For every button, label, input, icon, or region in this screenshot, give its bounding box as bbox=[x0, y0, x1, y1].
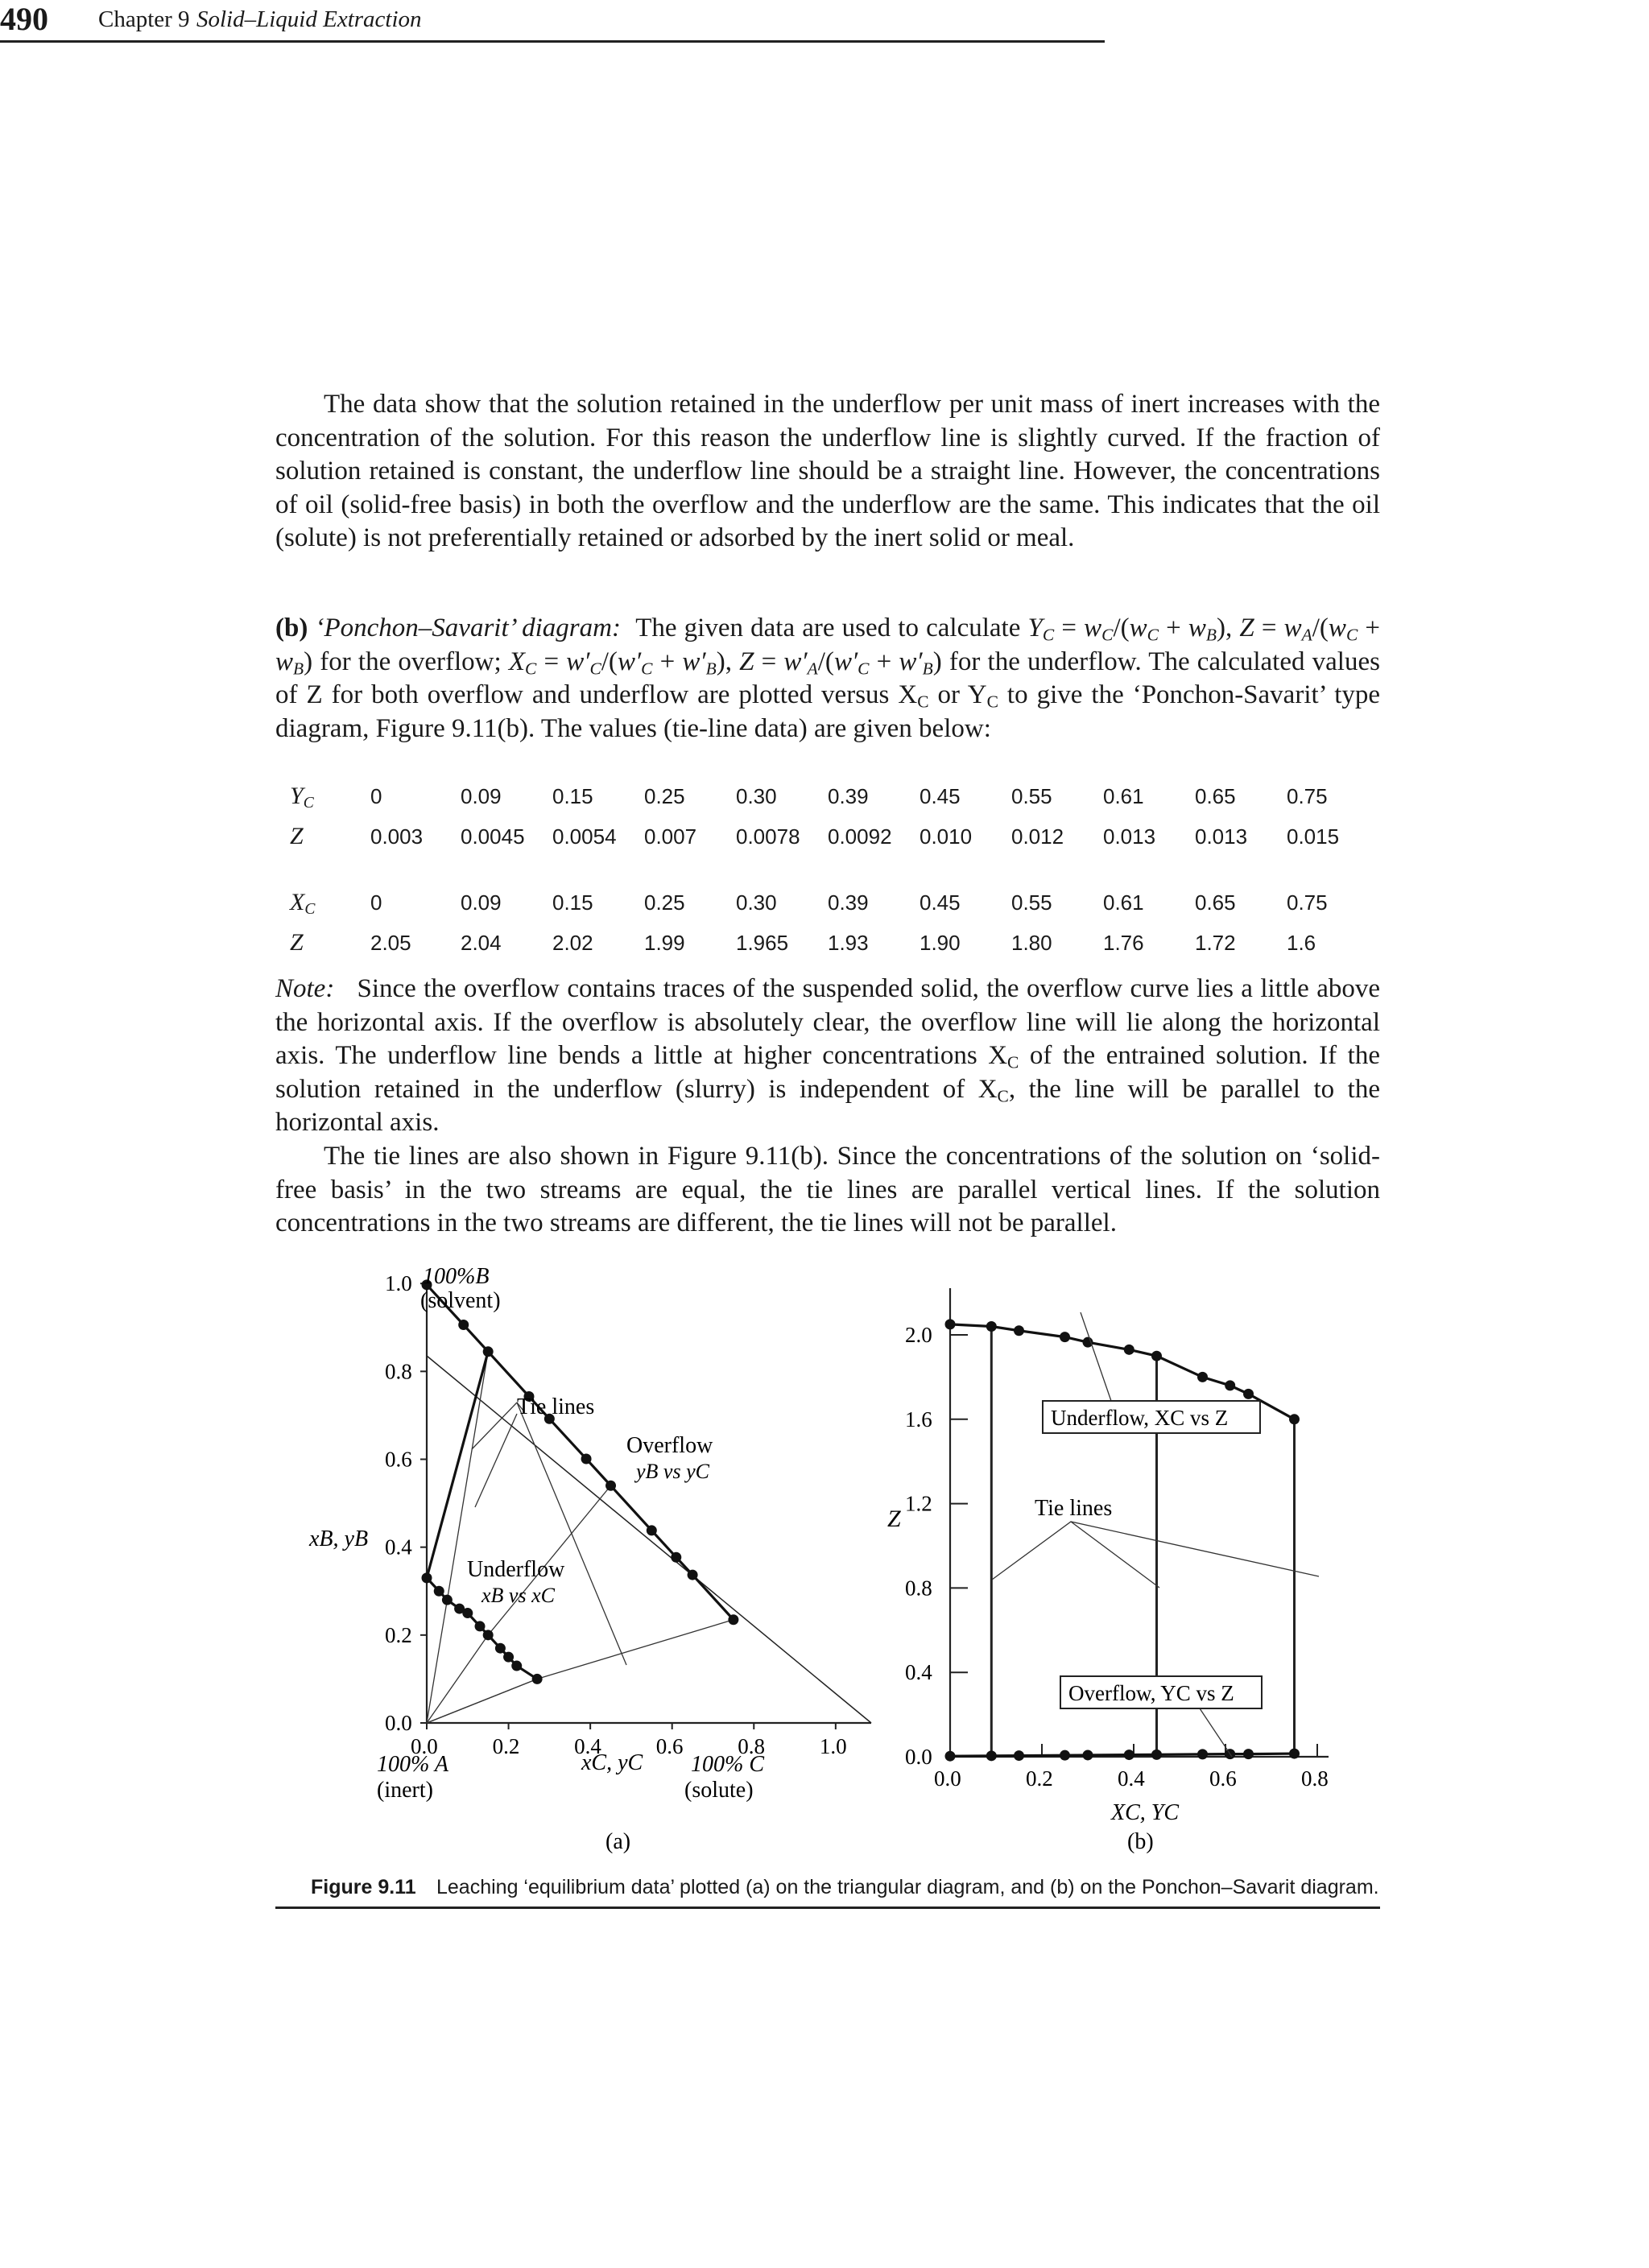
a-overflow-point bbox=[605, 1481, 616, 1491]
tbl-underflow-x-cell: 0.25 bbox=[644, 890, 685, 915]
a-underflow-point bbox=[475, 1621, 486, 1631]
b-ytick-label: 1.6 bbox=[905, 1407, 932, 1431]
a-underflow-point bbox=[532, 1674, 543, 1684]
b-underflow-box-text: Underflow, XC vs Z bbox=[1051, 1406, 1229, 1430]
tbl-overflow-y-label: $Y_C$ bbox=[290, 783, 314, 812]
paragraph-1 bbox=[275, 388, 1380, 556]
tbl-underflow-z-cell: 2.02 bbox=[552, 930, 593, 955]
b-xtick-label: 0.6 bbox=[1209, 1766, 1237, 1791]
b-xtick-label: 0.8 bbox=[1301, 1766, 1329, 1791]
tbl-overflow-z-cell: 0.003 bbox=[370, 824, 424, 849]
tbl-underflow-x-cell: 0.61 bbox=[1103, 890, 1144, 915]
a-xtick-label: 0.6 bbox=[655, 1734, 684, 1758]
a-ytick-label: 0.0 bbox=[385, 1711, 412, 1735]
a-overflow-label-1: Overflow bbox=[626, 1433, 713, 1458]
a-underflow-point bbox=[462, 1608, 473, 1618]
b-underflow-point bbox=[1014, 1325, 1024, 1336]
b-overflow-point bbox=[945, 1751, 956, 1762]
tie-line-table bbox=[275, 776, 1380, 963]
tbl-underflow-z-cell: 1.965 bbox=[736, 930, 789, 955]
a-xlabel: xC, yC bbox=[581, 1750, 643, 1775]
tbl-overflow-y-cell: 0.61 bbox=[1103, 783, 1144, 808]
a-ylabel: xB, yB bbox=[309, 1526, 369, 1551]
b-overflow-point bbox=[1243, 1749, 1254, 1759]
tbl-overflow-y-cell: 0.39 bbox=[828, 783, 869, 808]
b-ylabel: Z bbox=[887, 1506, 901, 1532]
tbl-overflow-z-label: Z bbox=[290, 823, 304, 849]
tbl-underflow-z-cell: 1.72 bbox=[1195, 930, 1236, 955]
note-text-3: , the line will be parallel to the horizontal axis. bbox=[275, 1074, 1380, 1137]
a-underflow-point bbox=[483, 1630, 494, 1640]
tbl-underflow-z-cell: 1.99 bbox=[644, 930, 685, 955]
a-tie-line bbox=[537, 1620, 734, 1679]
paragraph-1-text: The data show that the solution retained in the underflow per unit mass of inert increases with the concentration of the solution. For this reason the underflow line is slightly curved. If the fraction of solution retained is constant, the underflow line should be a straight line. However, the concentrations of oil (solid-free basis) in both the overflow and the underflow are the same. This indicates that the oil (solute) is not preferentially retained or adsorbed by the inert solid or meal. bbox=[275, 390, 1380, 552]
b-overflow-point bbox=[1151, 1750, 1162, 1760]
b-ytick-label: 0.4 bbox=[905, 1660, 932, 1685]
tbl-overflow-y-cell: 0.65 bbox=[1195, 783, 1236, 808]
tbl-underflow-z-cell: 1.6 bbox=[1287, 930, 1316, 955]
b-panel-label: (b) bbox=[1127, 1829, 1154, 1854]
part-b-label: (b) bbox=[275, 613, 308, 642]
a-panel-label: (a) bbox=[605, 1829, 631, 1854]
a-xtick-label: 1.0 bbox=[819, 1734, 847, 1758]
a-overflow-point bbox=[458, 1320, 469, 1330]
tbl-overflow-y-cell: 0.25 bbox=[644, 783, 685, 808]
tbl-overflow-z-cell: 0.013 bbox=[1195, 824, 1248, 849]
caption-label: Figure 9.11 bbox=[311, 1876, 416, 1898]
a-top-label-2: (solvent) bbox=[420, 1288, 501, 1313]
a-ray-line bbox=[427, 1600, 447, 1723]
tbl-overflow-z-cell: 0.0045 bbox=[461, 824, 525, 849]
tbl-overflow-y-cell: 0.45 bbox=[920, 783, 961, 808]
a-tie-label: Tie lines bbox=[517, 1394, 595, 1419]
tbl-underflow-z-cell: 2.04 bbox=[461, 930, 502, 955]
tbl-overflow-y-cell: 0.15 bbox=[552, 783, 593, 808]
a-xtick-label: 0.8 bbox=[738, 1734, 766, 1758]
figure-b-ponchon-savarit bbox=[837, 1256, 1385, 1876]
para2-sub1: C bbox=[917, 692, 929, 712]
tbl-overflow-z-cell: 0.0054 bbox=[552, 824, 617, 849]
a-xtick-label: 0.0 bbox=[411, 1734, 438, 1758]
para2-s2: for the overflow; bbox=[320, 647, 502, 676]
a-bottom-right-2: (solute) bbox=[684, 1778, 754, 1803]
page-number: 490 bbox=[0, 1, 48, 37]
a-ray-line bbox=[427, 1635, 488, 1723]
b-overflow-box-text: Overflow, YC vs Z bbox=[1068, 1681, 1234, 1705]
b-overflow-point bbox=[1289, 1749, 1300, 1759]
b-ytick-label: 0.0 bbox=[905, 1745, 932, 1769]
b-overflow-point bbox=[986, 1750, 997, 1761]
para2-s4c: or Y bbox=[928, 680, 987, 709]
tbl-underflow-x-cell: 0.15 bbox=[552, 890, 593, 915]
paragraph-2-text: (b) ‘Ponchon–Savarit’ diagram: The given data are used to calculate $Y_C = w_C/(w_C + w_B)$, $Z = w_A/(w_C + w_B)$ for the overflow; $X_C = w'_C/(w'_C + w'_B)$, $Z = w'_A/(w'_C + w'_B)$ for the underflow. The calculated values of Z for both overflow and underflow are plotted versus $X_C$ or $Y_C$ to give the ‘Ponchon-Savarit’ type diagram, Figure 9.11(b). The values (tie-line data) are given below: bbox=[275, 613, 1381, 743]
note-paragraph: Note: Since the overflow contains traces of the suspended solid, the overflow curve lies a little above the horizontal axis. If the overflow is absolutely clear, the overflow line will lie along the horizontal axis. The underflow line bends a little at higher concentrations $X_C$ of the entrained solution. If the solution retained in the underflow (slurry) is independent of $X_C$, the line will be parallel to the horizontal axis. bbox=[275, 974, 1380, 1137]
a-underflow-label-1: Underflow bbox=[467, 1557, 565, 1582]
tbl-underflow-x-cell: 0.55 bbox=[1011, 890, 1052, 915]
a-underflow-point bbox=[503, 1652, 514, 1663]
note-text-1: Since the overflow contains traces of the suspended solid, the overflow curve lies a little above the horizontal axis. If the overflow is absolutely clear, the overflow line will lie along the horizontal axis. The underflow line bends a little at higher concentrations X bbox=[275, 974, 1380, 1070]
a-underflow-point bbox=[442, 1595, 453, 1605]
tbl-overflow-z-cell: 0.007 bbox=[644, 824, 697, 849]
b-underflow-point bbox=[1225, 1380, 1235, 1390]
table-row-overflow-z bbox=[275, 816, 1378, 857]
tbl-overflow-y-cell: 0.55 bbox=[1011, 783, 1052, 808]
note-text-2: of the entrained solution. If the solution retained in the underflow (slurry) is independent of X bbox=[275, 1041, 1380, 1104]
a-boundary-line bbox=[427, 1352, 488, 1578]
b-overflow-point bbox=[1014, 1750, 1024, 1761]
b-underflow-point bbox=[986, 1321, 997, 1332]
b-xtick-label: 0.2 bbox=[1026, 1766, 1053, 1791]
a-bottom-right-1: 100% C bbox=[691, 1752, 764, 1777]
b-overflow-line bbox=[950, 1754, 1295, 1756]
a-ytick-label: 0.4 bbox=[385, 1535, 412, 1560]
a-ytick-label: 0.8 bbox=[385, 1359, 412, 1384]
b-underflow-point bbox=[1151, 1351, 1162, 1361]
tbl-underflow-x-cell: 0.30 bbox=[736, 890, 777, 915]
b-ytick-label: 1.2 bbox=[905, 1491, 932, 1516]
table-row-overflow-y bbox=[275, 776, 1378, 816]
tbl-underflow-x-cell: 0.39 bbox=[828, 890, 869, 915]
tbl-overflow-y-cell: 0 bbox=[370, 783, 382, 808]
a-xtick-label: 0.4 bbox=[574, 1734, 601, 1758]
tbl-overflow-z-cell: 0.013 bbox=[1103, 824, 1156, 849]
note-label: Note: bbox=[275, 974, 335, 1003]
a-underflow-point bbox=[434, 1586, 444, 1597]
a-overflow-point bbox=[671, 1552, 681, 1563]
a-overflow-point bbox=[728, 1614, 738, 1625]
a-bottom-left-2: (inert) bbox=[377, 1778, 433, 1803]
a-tie-pointer bbox=[475, 1414, 517, 1507]
a-xtick-label: 0.2 bbox=[492, 1734, 520, 1758]
tbl-overflow-y-cell: 0.09 bbox=[461, 783, 502, 808]
tbl-underflow-z-label: Z bbox=[290, 929, 304, 956]
a-bottom-left-1: 100% A bbox=[377, 1752, 448, 1777]
para2-sub2: C bbox=[986, 692, 998, 712]
b-overflow-point bbox=[1197, 1749, 1208, 1759]
figure-caption bbox=[275, 1874, 1380, 1909]
tbl-underflow-x-cell: 0 bbox=[370, 890, 382, 915]
tbl-overflow-z-cell: 0.012 bbox=[1011, 824, 1064, 849]
para2-s3: for the underflow. bbox=[948, 647, 1142, 676]
b-xtick-label: 0.4 bbox=[1118, 1766, 1145, 1791]
tbl-overflow-z-cell: 0.010 bbox=[920, 824, 973, 849]
tbl-underflow-x-label: $X_C$ bbox=[290, 889, 316, 918]
ponchon-title: ‘Ponchon–Savarit’ diagram: bbox=[315, 613, 621, 642]
b-underflow-point bbox=[1060, 1332, 1070, 1342]
b-xlabel: XC, YC bbox=[1111, 1800, 1180, 1825]
tbl-overflow-z-cell: 0.0078 bbox=[736, 824, 800, 849]
b-underflow-point bbox=[1289, 1414, 1300, 1424]
tbl-overflow-y-cell: 0.30 bbox=[736, 783, 777, 808]
a-underflow-point bbox=[495, 1643, 506, 1654]
para2-s1: The given data are used to calculate bbox=[635, 613, 1021, 642]
b-underflow-point bbox=[945, 1319, 956, 1329]
a-overflow-point bbox=[688, 1570, 698, 1580]
para2-s4: The calculated values of Z for both overflow and underflow are plotted versus X bbox=[275, 647, 1380, 709]
b-overflow-point bbox=[1060, 1750, 1070, 1761]
paragraph-4 bbox=[275, 1140, 1380, 1241]
b-underflow-point bbox=[1243, 1389, 1254, 1399]
tbl-overflow-z-cell: 0.0092 bbox=[828, 824, 892, 849]
b-ytick-label: 2.0 bbox=[905, 1323, 932, 1347]
caption-text: Leaching ‘equilibrium data’ plotted (a) on the triangular diagram, and (b) on the Ponchon–Savarit diagram. bbox=[436, 1876, 1379, 1898]
tbl-underflow-z-cell: 1.80 bbox=[1011, 930, 1052, 955]
a-hypotenuse bbox=[427, 1356, 871, 1723]
b-underflow-point bbox=[1124, 1345, 1134, 1355]
a-ytick-label: 0.2 bbox=[385, 1622, 412, 1647]
para2-s4e: to give the ‘Ponchon-Savarit’ type diagram, Figure 9.11(b). The values (tie-line data) are given below: bbox=[275, 680, 1381, 743]
tbl-underflow-x-cell: 0.09 bbox=[461, 890, 502, 915]
b-underflow-point bbox=[1197, 1372, 1208, 1382]
a-overflow-point bbox=[581, 1453, 592, 1464]
a-overflow-point bbox=[647, 1525, 657, 1535]
tbl-underflow-x-cell: 0.75 bbox=[1287, 890, 1328, 915]
tbl-overflow-y-cell: 0.75 bbox=[1287, 783, 1328, 808]
chapter-label: Chapter 9 bbox=[98, 6, 190, 32]
b-overflow-point bbox=[1124, 1750, 1134, 1760]
tbl-underflow-z-cell: 1.93 bbox=[828, 930, 869, 955]
tbl-underflow-z-cell: 2.05 bbox=[370, 930, 411, 955]
b-ytick-label: 0.8 bbox=[905, 1576, 932, 1601]
a-overflow-label-2: yB vs yC bbox=[636, 1460, 709, 1483]
b-tie-label: Tie lines bbox=[1035, 1496, 1113, 1521]
paragraph-2 bbox=[275, 612, 1380, 746]
b-underflow-pointer bbox=[1081, 1312, 1111, 1401]
a-underflow-point bbox=[511, 1661, 522, 1671]
tbl-underflow-x-cell: 0.65 bbox=[1195, 890, 1236, 915]
tbl-underflow-z-cell: 1.76 bbox=[1103, 930, 1144, 955]
b-xtick-label: 0.0 bbox=[934, 1766, 961, 1791]
a-top-label-1: 100%B bbox=[423, 1264, 490, 1289]
tbl-underflow-x-cell: 0.45 bbox=[920, 890, 961, 915]
paragraph-4-text: The tie lines are also shown in Figure 9.11(b). Since the concentrations of the solution on ‘solid-free basis’ in the two streams are equal, the tie lines are parallel vertical lines. If the solution concentrations in the two streams are different, the tie lines will not be parallel. bbox=[275, 1142, 1380, 1237]
b-overflow-point bbox=[1083, 1750, 1093, 1760]
a-ray-line bbox=[427, 1679, 537, 1723]
tbl-overflow-z-cell: 0.015 bbox=[1287, 824, 1340, 849]
a-underflow-label-2: xB vs xC bbox=[481, 1584, 555, 1607]
b-underflow-point bbox=[1083, 1337, 1093, 1348]
table-row-underflow-x bbox=[275, 882, 1378, 923]
figure-a-triangular-diagram bbox=[274, 1256, 847, 1876]
a-ytick-label: 0.6 bbox=[385, 1447, 412, 1472]
a-ytick-label: 1.0 bbox=[385, 1271, 412, 1296]
table-row-underflow-z bbox=[275, 923, 1378, 963]
running-head bbox=[0, 0, 1105, 43]
tbl-underflow-z-cell: 1.90 bbox=[920, 930, 961, 955]
chapter-title: Solid–Liquid Extraction bbox=[196, 6, 422, 32]
